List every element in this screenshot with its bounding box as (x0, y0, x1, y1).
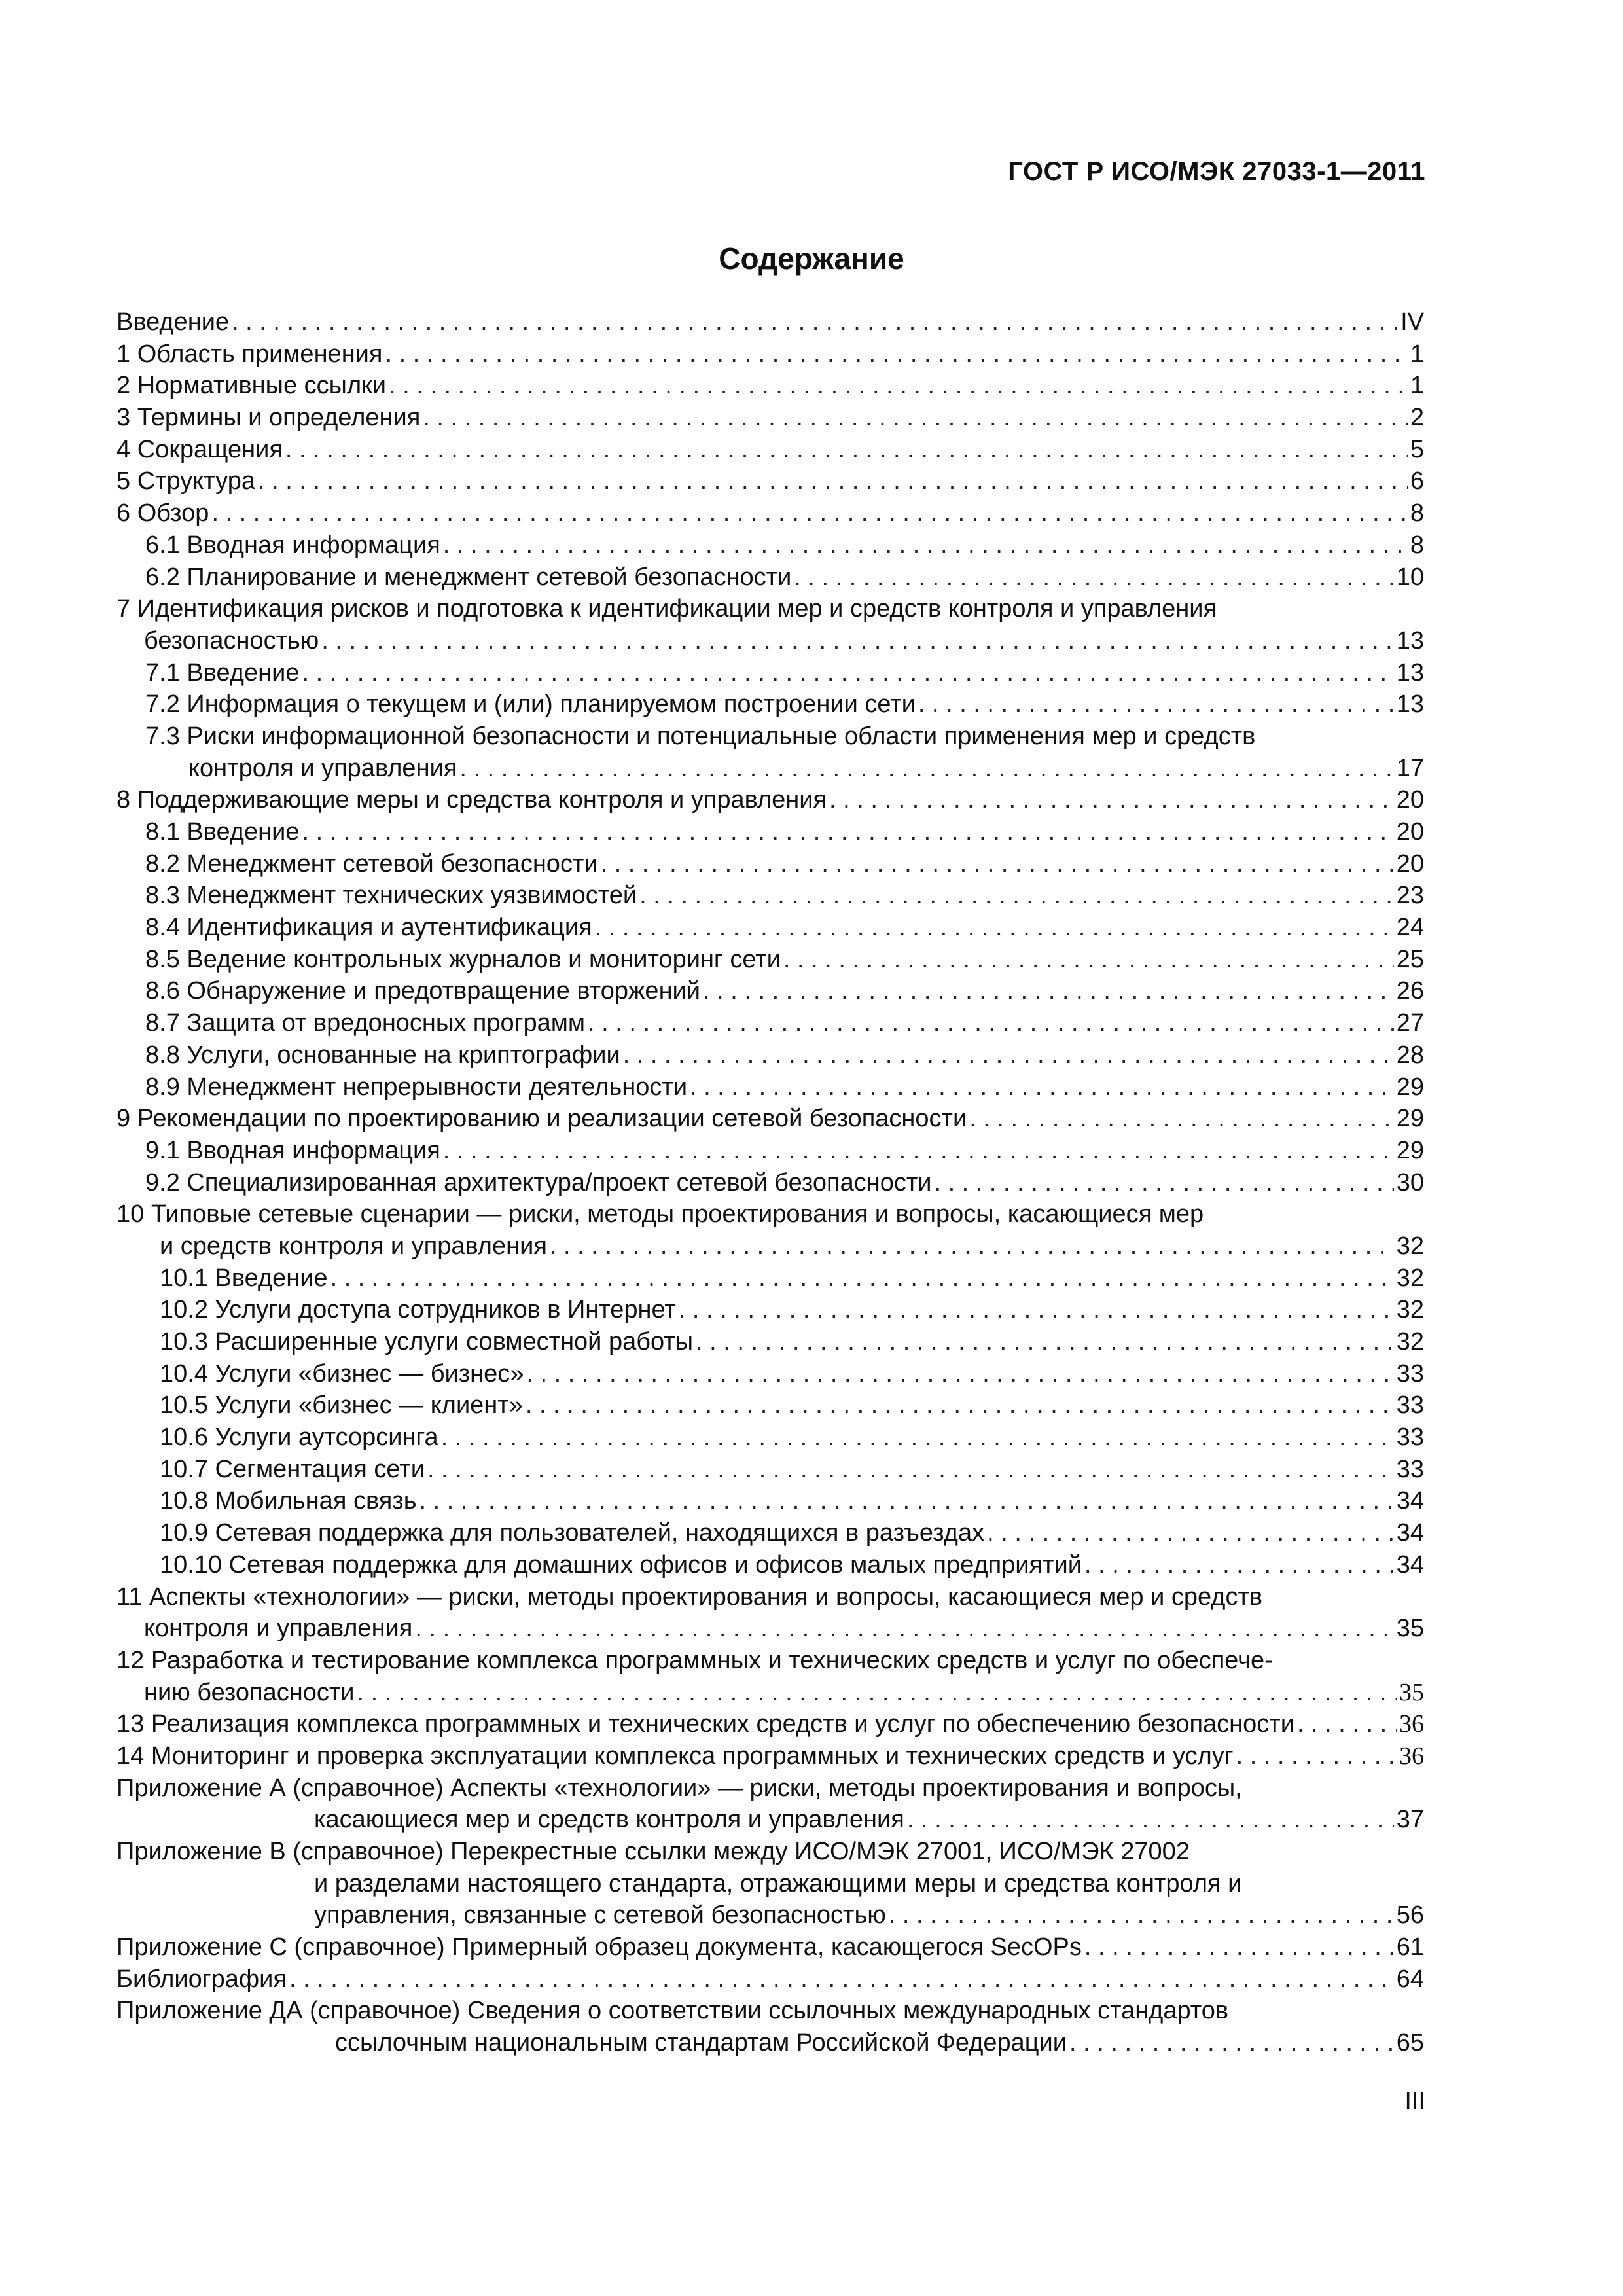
toc-entry[interactable] (116, 912, 1424, 944)
toc-entry[interactable] (116, 529, 1424, 562)
toc-page-number: 13 (1396, 691, 1424, 719)
toc-page-number: 29 (1396, 1073, 1424, 1101)
toc-entry-text: 6.1 Вводная информация (145, 531, 440, 559)
toc-entry-text: 8.7 Защита от вредоносных программ (145, 1009, 586, 1037)
toc-entry-text: нию безопасности (144, 1678, 355, 1706)
dot-leader (441, 1422, 1394, 1454)
dot-leader (679, 1294, 1394, 1326)
toc-entry-text: и разделами настоящего стандарта, отражающими меры и средства контроля и (314, 1869, 1242, 1897)
dot-leader (969, 1103, 1394, 1135)
toc-entry[interactable] (116, 1294, 1424, 1326)
toc-entry-text: 8.1 Введение (145, 818, 300, 846)
dot-leader (595, 912, 1394, 944)
toc-entry-text: 7.2 Информация о текущем и (или) планируемом построении сети (145, 691, 916, 719)
page-number: III (1404, 2088, 1425, 2115)
dot-leader (285, 434, 1408, 466)
toc-page-number: 32 (1396, 1264, 1424, 1292)
dot-leader (211, 497, 1407, 529)
toc-entry[interactable] (116, 975, 1424, 1007)
toc-page-number: 13 (1396, 626, 1424, 655)
toc-page-number: 37 (1396, 1806, 1424, 1834)
dot-leader (289, 1964, 1394, 1996)
dot-leader (829, 784, 1394, 816)
dot-leader (443, 529, 1408, 562)
toc-entry-text: 10.6 Услуги аутсорсинга (160, 1424, 438, 1452)
toc-entry[interactable] (116, 1549, 1424, 1581)
toc-entry-text: Приложение С (справочное) Примерный образец документа, касающегося SecOPs (116, 1933, 1082, 1962)
toc-entry-text: Приложение В (справочное) Перекрестные ссылки между ИСО/МЭК 27001, ИСО/МЭК 27002 (116, 1838, 1190, 1865)
toc-page-number: 34 (1396, 1487, 1424, 1515)
dot-leader (330, 1263, 1394, 1295)
toc-page-number: 23 (1396, 882, 1424, 910)
dot-leader (1084, 1931, 1394, 1964)
toc-page-number: 33 (1396, 1359, 1424, 1388)
toc-entry-text: 8.5 Ведение контрольных журналов и мониторинг сети (145, 945, 781, 973)
dot-leader (703, 975, 1394, 1007)
toc-entry[interactable] (116, 657, 1424, 689)
toc-page-number: 27 (1396, 1009, 1424, 1037)
toc-page-number: 28 (1396, 1041, 1424, 1069)
toc-entry[interactable] (116, 1581, 1424, 1645)
dot-leader (1069, 2027, 1394, 2059)
toc-entry-text: 7.3 Риски информационной безопасности и потенциальные области применения мер и средств (145, 722, 1256, 750)
toc-page-number: 32 (1396, 1232, 1424, 1260)
toc-entry-text: 8 Поддерживающие меры и средства контроля и управления (116, 786, 827, 814)
dot-leader (907, 1804, 1394, 1836)
toc-page-number: 35 (1399, 1678, 1424, 1706)
toc-entry-text: 10 Типовые сетевые сценарии — риски, методы проектирования и вопросы, касающиеся мер (116, 1200, 1204, 1229)
toc-entry-text: 4 Сокращения (116, 435, 283, 463)
toc-entry-text: 8.8 Услуги, основанные на криптографии (145, 1041, 620, 1069)
toc-entry[interactable] (116, 944, 1424, 976)
dot-leader (639, 880, 1394, 912)
toc-entry-text: 6.2 Планирование и менеджмент сетевой безопасности (145, 563, 792, 591)
toc-page-number: 25 (1396, 945, 1424, 973)
toc-page-number: 33 (1396, 1391, 1424, 1420)
dot-leader (389, 370, 1408, 402)
toc-page-number: 8 (1410, 499, 1424, 528)
dot-leader (419, 1485, 1394, 1517)
toc-entry-text: 11 Аспекты «технологии» — риски, методы проектирования и вопросы, касающиеся мер и средств (116, 1583, 1263, 1611)
toc-entry-text: 10.3 Расширенные услуги совместной работы (160, 1328, 694, 1355)
toc-entry-text: 7 Идентификация рисков и подготовка к идентификации мер и средств контроля и управления (116, 595, 1217, 623)
toc-entry[interactable] (116, 1167, 1424, 1199)
toc-entry[interactable] (116, 1454, 1424, 1486)
toc-entry[interactable] (116, 465, 1424, 497)
toc-page-number: 61 (1396, 1933, 1424, 1962)
toc-entry[interactable] (116, 784, 1424, 816)
toc-entry[interactable] (116, 816, 1424, 848)
toc-entry-text: контроля и управления (188, 754, 457, 782)
dot-leader (415, 1613, 1393, 1645)
dot-leader (459, 753, 1393, 785)
toc-page-number: 8 (1410, 531, 1424, 559)
toc-entry[interactable] (116, 689, 1424, 721)
dot-leader (443, 1135, 1394, 1167)
toc-page-number: 29 (1396, 1105, 1424, 1133)
toc-page-number: 1 (1410, 372, 1424, 400)
dot-leader (623, 1039, 1394, 1071)
toc-page-number: 20 (1396, 786, 1424, 814)
dot-leader (302, 657, 1393, 689)
dot-leader (526, 1358, 1393, 1390)
toc-entry[interactable] (116, 1931, 1424, 1964)
toc-entry[interactable] (116, 1772, 1424, 1836)
toc-entry[interactable] (116, 338, 1424, 370)
toc-entry-text: Библиография (116, 1965, 287, 1993)
toc-entry-text: 9 Рекомендации по проектированию и реализации сетевой безопасности (116, 1105, 967, 1133)
toc-entry-text: Приложение ДА (справочное) Сведения о соответствии ссылочных международных стандартов (116, 1997, 1229, 2025)
toc-page-number: 32 (1396, 1328, 1424, 1355)
toc-page-number: 65 (1396, 2029, 1424, 2057)
toc-entry-text: 10.10 Сетевая поддержка для домашних офисов и офисов малых предприятий (160, 1551, 1082, 1579)
dot-leader (934, 1167, 1393, 1199)
toc-entry-text: и средств контроля и управления (160, 1232, 547, 1260)
toc-entry[interactable] (116, 848, 1424, 880)
dot-leader (357, 1677, 1397, 1709)
toc-page-number: 6 (1410, 467, 1424, 495)
toc-entry-text: 9.2 Специализированная архитектура/проект сетевой безопасности (145, 1168, 932, 1196)
toc-page-number: 64 (1396, 1965, 1424, 1993)
toc-entry[interactable] (116, 1198, 1424, 1262)
toc-entry[interactable] (116, 1390, 1424, 1422)
toc-entry[interactable] (116, 497, 1424, 529)
toc-entry[interactable] (116, 1007, 1424, 1039)
toc-entry-text: Приложение А (справочное) Аспекты «технологии» — риски, методы проектирования и вопросы, (116, 1774, 1242, 1802)
toc-page-number: 26 (1396, 977, 1424, 1005)
toc-entry[interactable] (116, 1071, 1424, 1103)
dot-leader (690, 1071, 1394, 1103)
toc-entry[interactable] (116, 1135, 1424, 1167)
toc-entry[interactable] (116, 1645, 1424, 1708)
dot-leader (232, 306, 1398, 338)
toc-entry-text: 12 Разработка и тестирование комплекса программных и технических средств и услуг по обеспече- (116, 1646, 1273, 1674)
toc-entry-text: 1 Область применения (116, 340, 383, 368)
dot-leader (427, 1454, 1394, 1486)
toc-entry[interactable] (116, 1485, 1424, 1517)
toc-entry[interactable] (116, 1326, 1424, 1358)
toc-entry-text: 10.7 Сегментация сети (160, 1455, 425, 1483)
toc-entry-text: 5 Структура (116, 467, 255, 495)
dot-leader (1297, 1708, 1397, 1740)
dot-leader (550, 1230, 1394, 1263)
toc-entry-text: 8.4 Идентификация и аутентификация (145, 914, 592, 942)
toc-entry[interactable] (116, 306, 1424, 338)
toc-page-number: 33 (1396, 1424, 1424, 1452)
toc-entry-text: 2 Нормативные ссылки (116, 372, 386, 400)
toc-entry-text: Введение (116, 308, 230, 336)
dot-leader (588, 1007, 1394, 1039)
toc-entry-text: 9.1 Вводная информация (145, 1136, 440, 1164)
toc-entry-text: 8.9 Менеджмент непрерывности деятельности (145, 1073, 688, 1101)
toc-entry-text: 10.4 Услуги «бизнес — бизнес» (160, 1359, 524, 1388)
toc-entry-text: безопасностью (144, 626, 319, 655)
dot-leader (889, 1899, 1394, 1931)
toc-entry-text: 10.2 Услуги доступа сотрудников в Интернет (160, 1296, 676, 1324)
toc-page-number: 36 (1399, 1710, 1424, 1738)
dot-leader (423, 402, 1408, 434)
toc-entry[interactable] (116, 1103, 1424, 1135)
toc-page-number: 13 (1396, 658, 1424, 687)
toc-page-number: 10 (1396, 563, 1424, 591)
toc-page-number: 2 (1410, 404, 1424, 432)
toc-page-number: 32 (1396, 1296, 1424, 1324)
dot-leader (794, 562, 1393, 594)
toc-entry[interactable] (116, 1039, 1424, 1071)
toc-entry[interactable] (116, 1995, 1424, 2058)
toc-entry[interactable] (116, 1263, 1424, 1295)
toc-page-number: 24 (1396, 914, 1424, 942)
toc-page-number: 5 (1410, 435, 1424, 463)
toc-page-number: 17 (1396, 754, 1424, 782)
toc-entry-text: 8.6 Обнаружение и предотвращение вторжений (145, 977, 701, 1005)
toc-entry[interactable] (116, 1517, 1424, 1549)
toc-entry-text: 10.8 Мобильная связь (160, 1487, 417, 1515)
dot-leader (783, 944, 1394, 976)
toc-entry[interactable] (116, 593, 1424, 656)
dot-leader (302, 816, 1393, 848)
toc-page-number: 35 (1396, 1615, 1424, 1643)
toc-entry[interactable] (116, 1964, 1424, 1996)
toc-entry-text: 3 Термины и определения (116, 404, 421, 432)
toc-page-number: IV (1400, 308, 1424, 336)
toc-entry-text: 7.1 Введение (145, 658, 300, 687)
document-header: ГОСТ Р ИСО/МЭК 27033-1—2011 (1008, 157, 1425, 186)
toc-entry-text: касающиеся мер и средств контроля и управления (314, 1806, 904, 1834)
dot-leader (526, 1390, 1394, 1422)
toc-entry[interactable] (116, 402, 1424, 434)
toc-page-number: 20 (1396, 818, 1424, 846)
toc-page-number: 34 (1396, 1519, 1424, 1547)
toc-entry-text: 14 Мониторинг и проверка эксплуатации комплекса программных и технических средств и услуг (116, 1742, 1234, 1770)
toc-entry[interactable] (116, 1708, 1424, 1740)
toc-page-number: 34 (1396, 1551, 1424, 1579)
toc-entry-text: 10.9 Сетевая поддержка для пользователей, находящихся в разъездах (160, 1519, 985, 1547)
toc-entry[interactable] (116, 1836, 1424, 1931)
toc-entry[interactable] (116, 434, 1424, 466)
toc-entry[interactable] (116, 1358, 1424, 1390)
toc-entry[interactable] (116, 880, 1424, 912)
toc-entry-text: 13 Реализация комплекса программных и технических средств и услуг по обеспечению безопасности (116, 1710, 1294, 1738)
toc-entry-text: контроля и управления (144, 1615, 413, 1643)
table-of-contents (116, 306, 1424, 2059)
toc-page-number: 20 (1396, 850, 1424, 878)
toc-page-number: 29 (1396, 1136, 1424, 1164)
toc-entry[interactable] (116, 1422, 1424, 1454)
toc-page-number: 56 (1396, 1901, 1424, 1929)
dot-leader (385, 338, 1407, 370)
dot-leader (321, 625, 1393, 657)
toc-page-number: 33 (1396, 1455, 1424, 1483)
toc-page-number: 30 (1396, 1168, 1424, 1196)
toc-page-number: 36 (1399, 1742, 1424, 1770)
dot-leader (987, 1517, 1394, 1549)
toc-entry-text: 8.2 Менеджмент сетевой безопасности (145, 850, 598, 878)
dot-leader (601, 848, 1394, 880)
toc-entry[interactable] (116, 721, 1424, 784)
dot-leader (1084, 1549, 1394, 1581)
dot-leader (1236, 1740, 1397, 1772)
toc-entry-text: ссылочным национальным стандартам Российской Федерации (335, 2029, 1067, 2057)
toc-entry-text: управления, связанные с сетевой безопасностью (314, 1901, 886, 1929)
toc-entry-text: 10.1 Введение (160, 1264, 328, 1292)
toc-entry[interactable] (116, 1740, 1424, 1772)
toc-page-number: 1 (1410, 340, 1424, 368)
toc-entry-text: 10.5 Услуги «бизнес — клиент» (160, 1391, 523, 1420)
dot-leader (258, 465, 1408, 497)
dot-leader (918, 689, 1394, 721)
page-title: Содержание (719, 242, 904, 276)
toc-entry[interactable] (116, 562, 1424, 594)
toc-entry-text: 8.3 Менеджмент технических уязвимостей (145, 882, 637, 910)
toc-entry-text: 6 Обзор (116, 499, 209, 528)
toc-entry[interactable] (116, 370, 1424, 402)
dot-leader (696, 1326, 1394, 1358)
